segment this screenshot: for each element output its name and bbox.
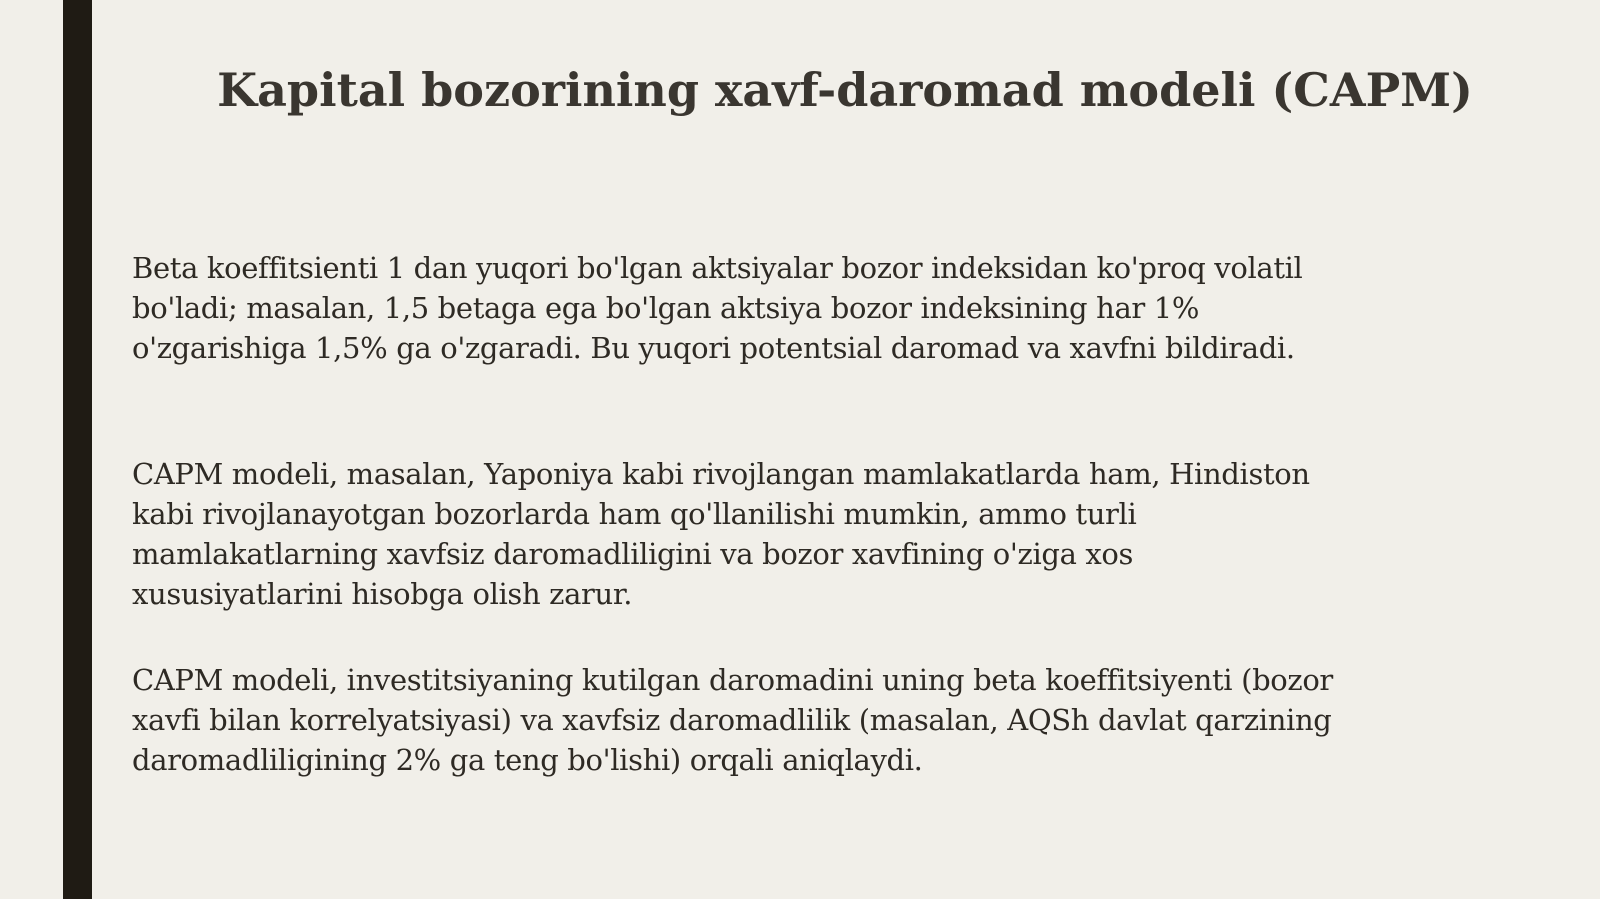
paragraph-capm-countries: CAPM modeli, masalan, Yaponiya kabi rivojlangan mamlakatlarda ham, Hindiston kabi rivojlanayotgan bozorlarda ham qo'llanilishi mumkin, ammo turli mamlakatlarning xavfsiz daromadliligini va bozor xavfining o'ziga xos xususiyatlarini hisobga olish zarur. bbox=[132, 457, 1310, 611]
accent-side-bar bbox=[63, 0, 92, 899]
paragraph-capm-definition: CAPM modeli, investitsiyaning kutilgan daromadini uning beta koeffitsiyenti (bozor xavfi bilan korrelyatsiyasi) va xavfsiz daromadlilik (masalan, AQSh davlat qarzining daromadliligining 2% ga teng bo'lishi) orqali aniqlaydi. bbox=[132, 663, 1333, 777]
slide-title: Kapital bozorining xavf-daromad modeli (CAPM) bbox=[217, 63, 1473, 117]
paragraph-beta-coefficient: Beta koeffitsienti 1 dan yuqori bo'lgan aktsiyalar bozor indeksidan ko'proq volatil bo'ladi; masalan, 1,5 betaga ega bo'lgan aktsiya bozor indeksining har 1% o'zgarishiga 1,5% ga o'zgaradi. Bu yuqori potentsial daromad va xavfni bildiradi. bbox=[132, 251, 1303, 365]
slide-body bbox=[132, 248, 1532, 780]
